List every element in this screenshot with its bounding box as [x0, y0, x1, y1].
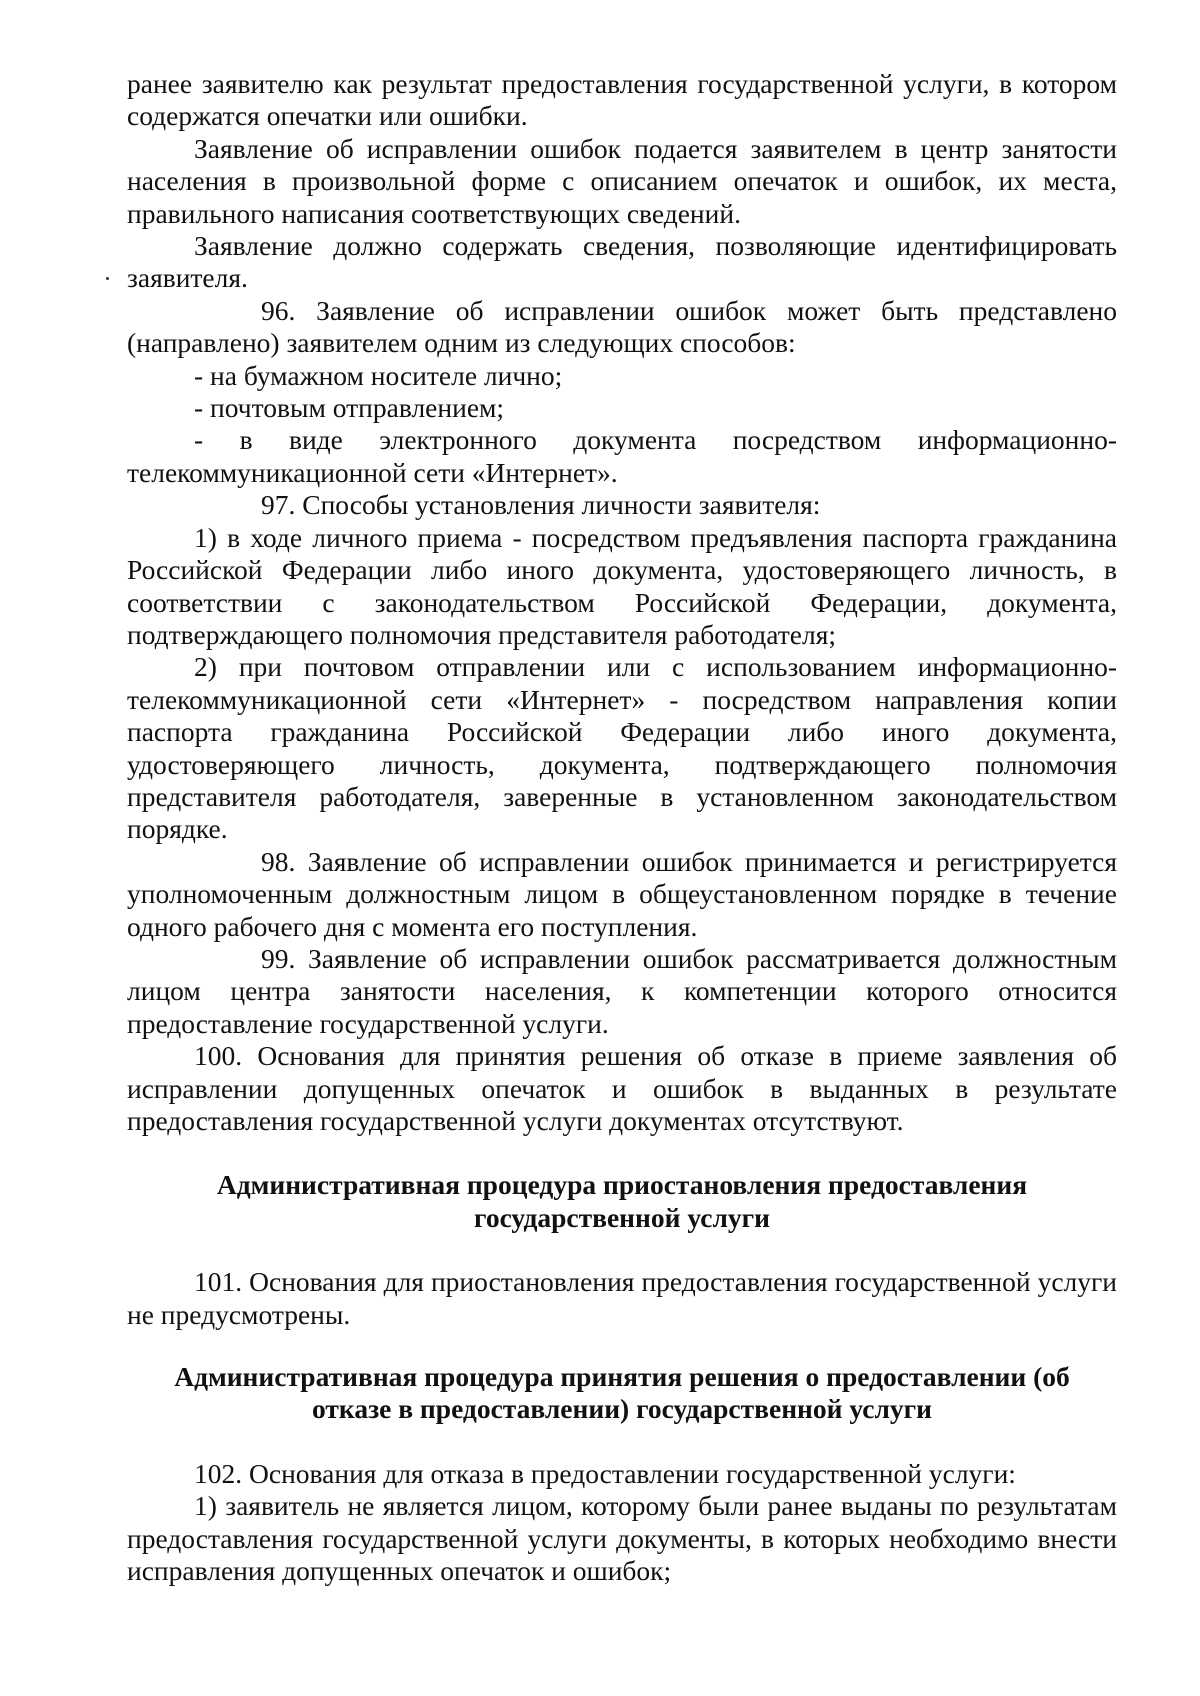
item-100	[127, 1040, 1117, 1137]
item-100-number: 100.	[194, 1040, 243, 1072]
paragraph-statement: Заявление об исправлении ошибок подается заявителем в центр занятости населения в произвольной форме с описанием опечаток и ошибок, их места, правильного написания соответствующих сведений.	[127, 132, 1117, 229]
item-99	[127, 943, 1117, 1040]
paragraph-intro: ранее заявителю как результат предоставления государственной услуги, в котором содержатся опечатки или ошибки.	[127, 68, 1117, 132]
item-96-option: - почтовым отправлением;	[194, 392, 505, 424]
document-body	[127, 68, 1117, 1587]
section-heading-suspension: Административная процедура приостановления предоставления государственной услуги	[216, 1169, 1028, 1233]
item-96-text: Заявление об исправлении ошибок может быть представлено (направлено) заявителем одним из следующих способов:	[127, 294, 1117, 359]
item-101	[127, 1266, 1117, 1331]
item-97	[127, 489, 1117, 521]
item-99-text: Заявление об исправлении ошибок рассматривается должностным лицом центра занятости населения, к компетенции которого относится предоставление государственной услуги.	[127, 942, 1117, 1039]
spacer	[127, 1426, 1117, 1458]
item-96-number: 96.	[261, 294, 296, 326]
item-97-text: Способы установления личности заявителя:	[302, 489, 821, 521]
item-99-number: 99.	[261, 942, 296, 974]
item-102-number: 102.	[194, 1457, 243, 1489]
paragraph-identify: Заявление должно содержать сведения, позволяющие идентифицировать заявителя.	[127, 230, 1117, 294]
spacer	[127, 1234, 1117, 1266]
item-97-subitem: 2) при почтовом отправлении или с использованием информационно-телекоммуникационной сети «Интернет» - посредством направления копии паспорта гражданина Российской Федерации либо иного документа, удостоверяющего личность, документа, подтверждающего полномочия представителя работодателя, заверенные в установленном законодательством порядке.	[127, 651, 1117, 845]
scan-speck	[106, 277, 109, 280]
item-96-option: - в виде электронного документа посредством информационно-телекоммуникационной сети «Интернет».	[127, 424, 1117, 488]
spacer	[127, 1331, 1117, 1361]
item-97-subitem: 1) в ходе личного приема - посредством предъявления паспорта гражданина Российской Федерации либо иного документа, удостоверяющего личность, в соответствии с законодательством Российской Федерации, документа, подтверждающего полномочия представителя работодателя;	[127, 521, 1117, 650]
item-100-text: Основания для принятия решения об отказе в приеме заявления об исправлении допущенных опечаток и ошибок в выданных в результате предоставления государственной услуги документах отсутствуют.	[127, 1040, 1117, 1136]
item-98-text: Заявление об исправлении ошибок принимается и регистрируется уполномоченным должностным лицом в общеустановленном порядке в течение одного рабочего дня с момента его поступления.	[127, 845, 1117, 942]
item-101-number: 101.	[194, 1266, 243, 1298]
item-98-number: 98.	[261, 845, 296, 877]
item-101-text: Основания для приостановления предоставления государственной услуги не предусмотрены.	[127, 1266, 1118, 1330]
item-96	[127, 295, 1117, 360]
item-98	[127, 846, 1117, 943]
item-102	[127, 1458, 1117, 1490]
spacer	[127, 1137, 1117, 1169]
section-heading-decision: Административная процедура принятия решения о предоставлении (об отказе в предоставлении) государственной услуги	[174, 1361, 1070, 1425]
item-96-option: - на бумажном носителе лично;	[194, 359, 563, 391]
item-102-subitem: 1) заявитель не является лицом, которому были ранее выданы по результатам предоставления государственной услуги документы, в которых необходимо внести исправления допущенных опечаток и ошибок;	[127, 1490, 1117, 1587]
item-102-text: Основания для отказа в предоставлении государственной услуги:	[249, 1457, 1016, 1489]
item-97-number: 97.	[261, 489, 296, 521]
